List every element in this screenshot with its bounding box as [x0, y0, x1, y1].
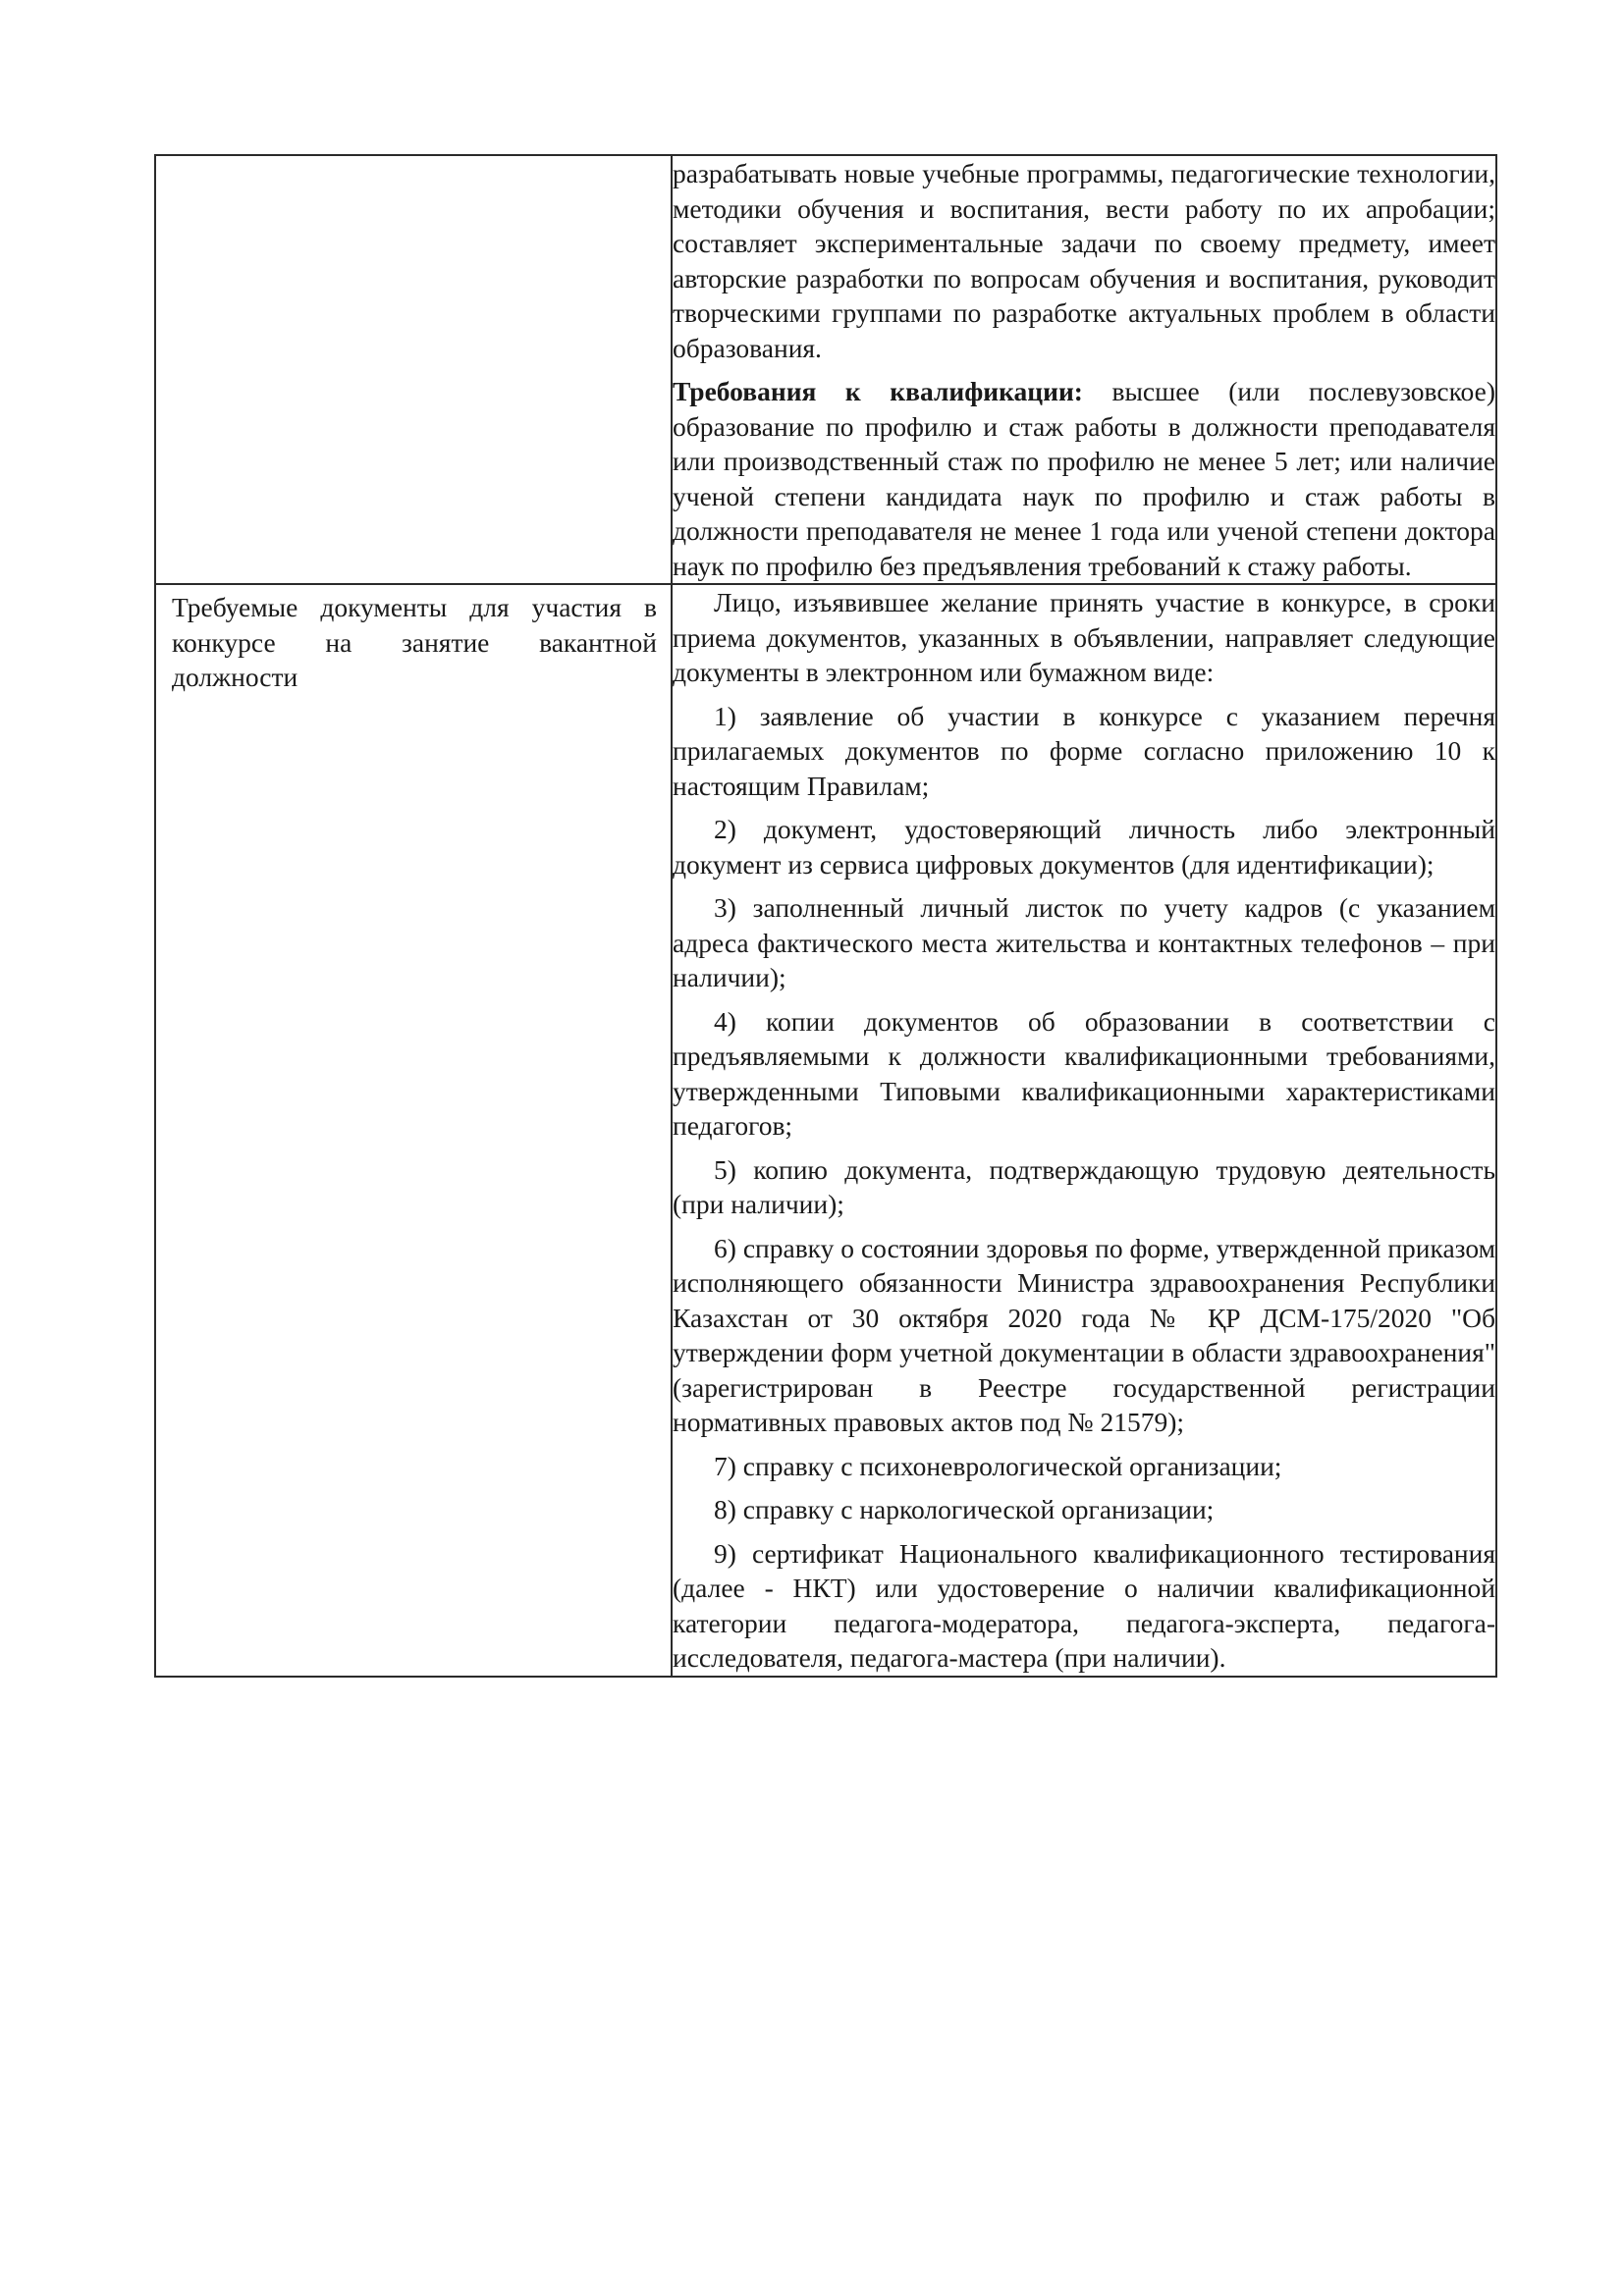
- qualification-requirements-label: Требования к квалификации:: [673, 376, 1083, 406]
- document-table: [154, 154, 1497, 1678]
- table-row: [155, 584, 1496, 1677]
- list-item: 8) справку с наркологической организации;: [714, 1494, 1215, 1524]
- list-item: 2) документ, удостоверяющий личность либо электронный документ из сервиса цифровых документов (для идентификации);: [673, 814, 1495, 880]
- qualification-requirements-text: высшее (или послевузовское) образование по профилю и стаж работы в должности преподавателя или производственный стаж по профилю не менее 5 лет; или наличие ученой степени кандидата наук по профилю и стаж работы в должности преподавателя не менее 1 года или ученой степени доктора наук по профилю без предъявления требований к стажу работы.: [673, 376, 1496, 581]
- row1-left-cell: [155, 155, 672, 584]
- row2-right-cell: [672, 584, 1496, 1677]
- list-item: 3) заполненный личный листок по учету кадров (с указанием адреса фактического места жительства и контактных телефонов – при наличии);: [673, 892, 1495, 992]
- qualification-requirements-paragraph: [673, 374, 1495, 583]
- documents-intro-paragraph: Лицо, изъявившее желание принять участие в конкурсе, в сроки приема документов, указанных в объявлении, направляет следующие документы в электронном или бумажном виде:: [673, 587, 1495, 687]
- list-item: 1) заявление об участии в конкурсе с указанием перечня прилагаемых документов по форме согласно приложению 10 к настоящим Правилам;: [673, 700, 1495, 801]
- list-item: 5) копию документа, подтверждающую трудовую деятельность (при наличии);: [673, 1153, 1495, 1219]
- required-documents-label: Требуемые документы для участия в конкурсе на занятие вакантной должности: [172, 592, 657, 692]
- list-item: 4) копии документов об образовании в соответствии с предъявляемыми к должности квалификационными требованиями, утвержденными Типовыми квалификационными характеристиками педагогов;: [673, 1005, 1495, 1141]
- row1-right-cell: [672, 155, 1496, 584]
- row2-left-cell: [155, 584, 672, 1677]
- list-item: 6) справку о состоянии здоровья по форме, утвержденной приказом исполняющего обязанности Министра здравоохранения Республики Казахстан от 30 октября 2020 года № ҚР ДСМ-175/2020 "Об утверждении форм учетной документации в области здравоохранения" (зарегистрирован в Реестре государственной регистрации нормативных правовых актов под № 21579);: [673, 1232, 1495, 1437]
- list-item: 9) сертификат Национального квалификационного тестирования (далее - НКТ) или удостоверение о наличии квалификационной категории педагога-модератора, педагога-эксперта, педагога-исследователя, педагога-мастера (при наличии).: [673, 1537, 1495, 1673]
- table-row: [155, 155, 1496, 584]
- row1-left-text: [156, 156, 671, 161]
- list-item: 7) справку с психоневрологической организации;: [714, 1450, 1282, 1481]
- duties-paragraph: разрабатывать новые учебные программы, педагогические технологии, методики обучения и воспитания, вести работу по их апробации; составляет экспериментальные задачи по своему предмету, имеет авторские разработки по вопросам обучения и воспитания, руководит творческими группами по разработке актуальных проблем в области образования.: [673, 158, 1495, 363]
